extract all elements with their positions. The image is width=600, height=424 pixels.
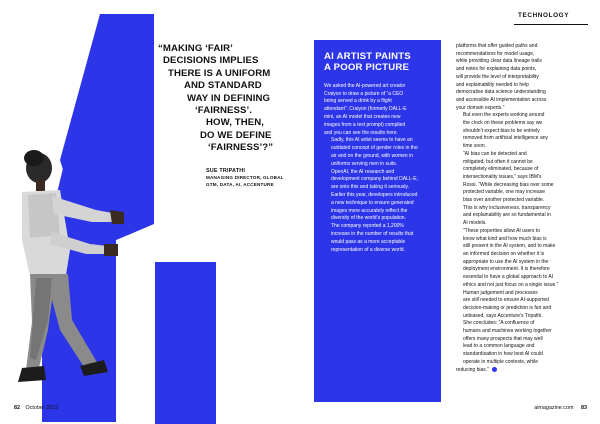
text-line: But even the experts working around [463,112,545,119]
text-line: and explainability needed to help [456,81,529,88]
text-line: reducing bias.” [456,367,489,374]
section-rule [514,24,588,25]
text-line: Rossi. “While decreasing bias over some [463,181,554,188]
text-line: lead to a common language and [463,343,535,350]
text-line: ethics and not just focus on a single issue.” [463,281,559,288]
text-line: time soon. [463,143,487,150]
text-line: “These properties allow AI users to [463,227,540,234]
text-line: essential to have a global approach to AI [463,274,554,281]
attribution-role-line: MANAGING DIRECTOR, GLOBAL [206,175,284,180]
text-line: She concludes: “A confluence of [463,320,535,327]
text-line: would pass as a more acceptable [331,238,406,245]
paragraph [456,112,588,151]
folio-left [14,405,58,411]
pull-quote-line: ‘FAIRNESS’?” [208,142,274,154]
text-line: still present in the AI system, and to make [463,243,556,250]
text-line: mini, an AI model that creates new [324,114,401,120]
text-line: diversity of the world’s population. [331,215,406,222]
text-line: your domain experts.” [456,104,505,111]
paragraph [324,223,431,254]
text-line: while providing clear data lineage trails [456,58,542,65]
text-line: Sadly, this AI artist seems to have an [331,137,413,144]
pull-quote-line: DECISIONS IMPLIES [163,55,259,67]
text-line: unbiased, says Accenture’s Tripathi. [463,312,543,319]
paragraph [456,290,588,321]
attribution-name: SUE TRIPATHI [206,168,246,174]
text-line: Human judgement and processes [463,289,538,296]
text-line: “AI bias can be detected and [463,150,527,157]
text-line: are onto this and taking it seriously. [331,184,410,191]
text-line: standardisation in how best AI could [463,351,543,358]
pull-quote-line: WAY IN DEFINING [187,92,271,104]
text-line: completely eliminated, because of [463,166,539,173]
pull-quote-line: ‘FAIRNESS’. [195,105,253,117]
sidebar-box [314,40,441,402]
folio-right [534,405,587,411]
text-line: images more accurately reflect the [331,207,408,214]
headline-line: A POOR PICTURE [324,62,410,74]
text-line: an informed decision on whether it is [463,250,545,257]
text-line: OpenAI, the AI research and [331,168,395,175]
pull-quote-line: HOW, THEN, [206,117,265,129]
last-line-wrap [456,367,497,373]
paragraph [324,83,431,138]
page-number: 83 [581,405,587,411]
headline-line: AI ARTIST PAINTS [324,51,411,62]
pull-quote-line: DO WE DEFINE [200,129,272,141]
paragraph [456,151,588,228]
issue-date: October 2022 [25,405,59,411]
quote-attribution [206,168,296,188]
text-line: platforms that offer guided paths and [456,43,538,49]
text-line: representation of a diverse world. [331,246,405,253]
text-line: and you can see the results here. [324,129,398,136]
sidebar-body [324,83,431,255]
section-label: TECHNOLOGY [518,12,570,19]
text-line: We asked the AI-powered art creator [324,82,406,89]
text-line: will provide the level of interpretability [456,73,539,80]
pull-quote [150,43,300,155]
text-line: outdated concept of gender roles in the [331,145,418,152]
text-line: being served a drink by a flight [324,98,392,105]
text-line: AI models. [463,220,487,227]
text-line: operate in multiple contexts, while [463,358,539,365]
text-line: removed from artificial intelligence any [463,135,549,142]
text-line: and accessible AI implementation across [456,96,547,103]
paragraph [324,169,431,224]
paragraph [456,320,588,374]
text-line: appropriate to use the AI system in the [463,258,549,265]
paragraph [324,137,431,168]
text-line: deployment environment. It is therefore [463,266,550,273]
text-line: Craiyon to draw a picture of “a CEO [324,90,404,97]
text-line: decision-making or prediction is fair and [463,304,552,311]
text-line: The company reported a 1,200% [331,223,404,230]
text-line: images from a text prompt) complied [324,121,406,128]
text-line: bias over another protected variable. [463,197,545,204]
text-line: mitigated, but often it cannot be [463,158,533,165]
text-line: recommendations for model usage, [456,50,535,57]
pull-quote-line: AND STANDARD [184,80,262,92]
pull-quote-line: “MAKING ‘FAIR’ [158,43,233,54]
text-line: attendant”. Craiyon (formerly DALL-E [324,106,407,113]
text-line: humans and machines working together [463,328,552,335]
text-line: a new technique to ensure generated [331,199,414,206]
text-line: the clock on these problems say we [463,120,543,127]
text-line: democratise data science understanding [456,89,546,96]
attribution-role-line: GTM, DATA, AI, ACCENTURE [206,182,274,188]
paragraph [456,228,588,290]
website: aimagazine.com [534,405,574,411]
end-mark-icon [492,367,497,372]
page-number: 82 [14,405,20,411]
text-line: increase in the number of results that [331,230,414,237]
text-line: This is why inclusiveness, transparency [463,204,551,211]
text-line: and notes for explaining data points, [456,66,537,73]
sidebar-headline [324,51,431,74]
text-line: development company behind DALL-E, [331,176,418,183]
text-line: protected variable, one may increase [463,189,545,196]
text-line: offers many prospects that may well [463,335,543,342]
text-line: Earlier this year, developers introduced [331,191,418,198]
text-line: intersectionality issues,” says IBM’s [463,173,542,180]
text-line: shouldn’t expect bias to be entirely [463,127,540,134]
article-column [456,43,588,375]
text-line: uniforms serving men in suits. [331,160,398,167]
text-line: and explainability are so fundamental in [463,212,551,219]
text-line: know what kind and how much bias is [463,235,547,242]
text-line: air and on the ground, with women in [331,152,413,159]
pull-quote-line: THERE IS A UNIFORM [168,67,271,79]
text-line: are still needed to ensure AI-supported [463,297,549,304]
paragraph [456,43,588,112]
